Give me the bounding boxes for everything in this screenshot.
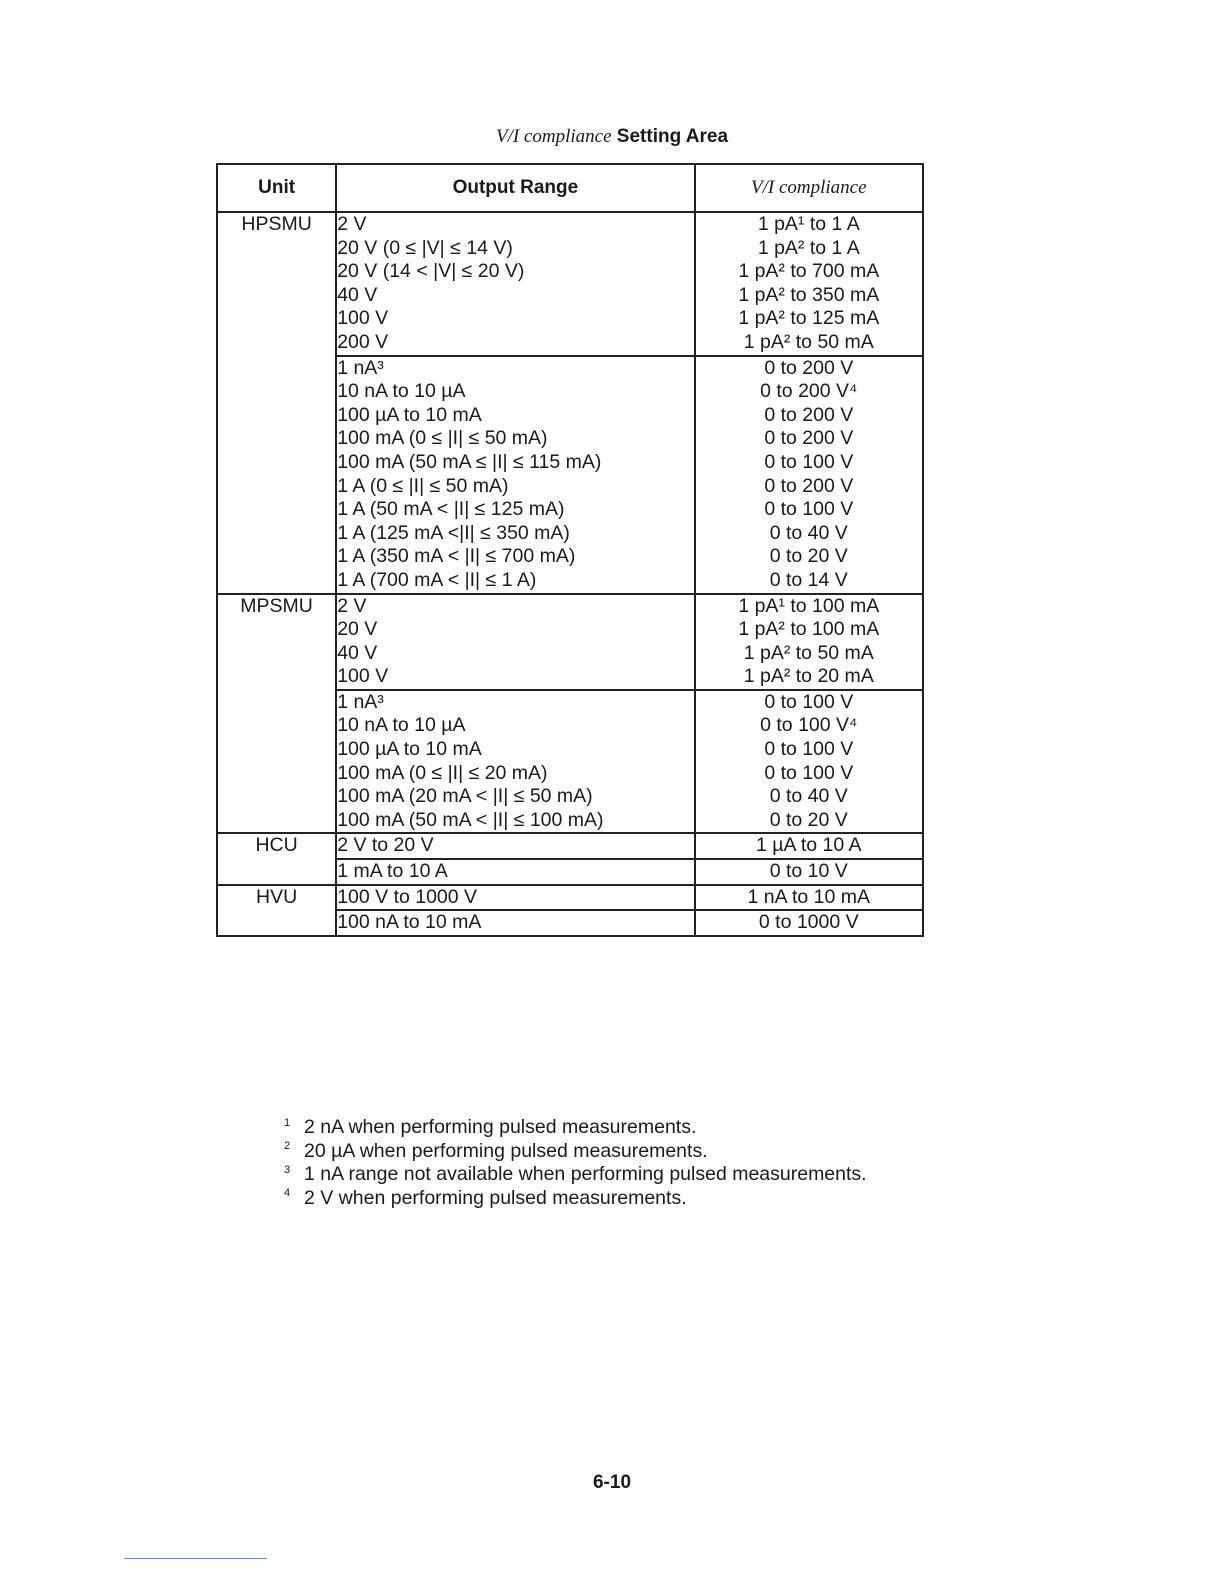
- range-cell: [336, 690, 694, 834]
- compliance-line: 1 pA² to 700 mA: [738, 260, 880, 283]
- output-range-line: 40 V: [337, 283, 378, 306]
- output-range-line: 100 V to 1000 V: [337, 885, 478, 908]
- compliance-cell: [695, 690, 923, 834]
- compliance-cell: [695, 910, 923, 936]
- compliance-line: 0 to 14 V: [769, 568, 848, 591]
- footnote-text: 2 V when performing pulsed measurements.: [304, 1186, 687, 1209]
- output-range-line: 1 A (125 mA <|I| ≤ 350 mA): [337, 521, 570, 544]
- compliance-table: [216, 163, 924, 937]
- output-range-line: 100 µA to 10 mA: [337, 403, 482, 426]
- header-compliance: V/I compliance: [695, 164, 923, 212]
- page-number: 6-10: [592, 1472, 632, 1493]
- output-range-line: 100 mA (20 mA < |I| ≤ 50 mA): [337, 785, 593, 808]
- compliance-line: 0 to 1000 V: [758, 911, 859, 934]
- output-range-line: 1 nA³: [337, 356, 384, 379]
- compliance-line: 1 pA² to 100 mA: [738, 618, 880, 641]
- compliance-line: 0 to 200 V: [764, 356, 854, 379]
- compliance-line: 0 to 100 V: [764, 738, 854, 761]
- compliance-line: 0 to 100 V: [764, 498, 854, 521]
- footnote: 2 20 µA when performing pulsed measurements.: [284, 1139, 708, 1162]
- footnote: 3 1 nA range not available when performing pulsed measurements.: [284, 1163, 867, 1186]
- output-range-line: 100 mA (50 mA ≤ |I| ≤ 115 mA): [337, 450, 602, 473]
- footnote: 1 2 nA when performing pulsed measurements.: [284, 1116, 697, 1138]
- output-range-line: 20 V (0 ≤ |V| ≤ 14 V): [337, 236, 513, 259]
- compliance-line: 0 to 40 V: [769, 521, 848, 544]
- compliance-cell: [695, 212, 923, 356]
- output-range-line: 200 V: [337, 330, 389, 353]
- range-cell: [336, 910, 694, 936]
- output-range-line: 1 A (700 mA < |I| ≤ 1 A): [337, 568, 537, 591]
- output-range-line: 2 V: [337, 213, 367, 235]
- unit-hvu: HVU: [217, 885, 336, 936]
- header-row: [217, 164, 923, 212]
- table-title-bold: Setting Area: [616, 126, 729, 147]
- output-range-line: 10 nA to 10 µA: [337, 714, 466, 737]
- unit-hcu: HCU: [217, 833, 336, 884]
- output-range-line: 1 A (350 mA < |I| ≤ 700 mA): [337, 545, 576, 568]
- output-range-line: 1 A (50 mA < |I| ≤ 125 mA): [337, 498, 565, 521]
- compliance-line: 1 pA² to 1 A: [757, 236, 860, 259]
- output-range-line: 100 nA to 10 mA: [337, 911, 482, 934]
- compliance-line: 0 to 200 V: [764, 427, 854, 450]
- compliance-line: 1 nA to 10 mA: [747, 885, 871, 908]
- header-output-range: Output Range: [336, 164, 694, 212]
- output-range-line: 10 nA to 10 µA: [337, 380, 466, 403]
- compliance-line: 0 to 200 V: [764, 474, 854, 497]
- range-cell: [336, 356, 694, 594]
- compliance-line: 1 pA² to 50 mA: [743, 641, 874, 664]
- range-cell: [336, 859, 694, 885]
- compliance-line: 0 to 200 V: [764, 403, 854, 426]
- compliance-cell: [695, 885, 923, 911]
- output-range-line: 100 V: [337, 307, 389, 330]
- table-row: [217, 885, 923, 911]
- compliance-line: 0 to 100 V: [764, 690, 854, 713]
- range-cell: [336, 885, 694, 911]
- footnote: 4 2 V when performing pulsed measurements.: [284, 1186, 687, 1209]
- table-row: [217, 212, 923, 356]
- compliance-cell: [695, 833, 923, 859]
- compliance-line: 1 µA to 10 A: [755, 834, 862, 857]
- output-range-line: 2 V to 20 V: [337, 834, 434, 857]
- header-unit: Unit: [217, 164, 336, 212]
- footnote-text: 20 µA when performing pulsed measurements.: [304, 1139, 708, 1162]
- range-cell: [336, 833, 694, 859]
- compliance-line: 1 pA² to 125 mA: [738, 307, 880, 330]
- output-range-line: 100 V: [337, 665, 389, 688]
- compliance-line: 0 to 20 V: [769, 545, 848, 568]
- footnote-text: 1 nA range not available when performing pulsed measurements.: [304, 1163, 867, 1186]
- footnote-text: 2 nA when performing pulsed measurements.: [304, 1116, 697, 1138]
- unit-hpsmu: HPSMU: [217, 212, 336, 594]
- compliance-line: 0 to 100 V: [764, 761, 854, 784]
- output-range-line: 20 V: [337, 618, 378, 641]
- compliance-line: 0 to 40 V: [769, 785, 848, 808]
- output-range-line: 20 V (14 < |V| ≤ 20 V): [337, 260, 525, 283]
- compliance-line: 1 pA² to 350 mA: [738, 283, 880, 306]
- scan-artifact-line: [124, 1558, 267, 1559]
- footnotes: [284, 1116, 867, 1210]
- range-cell: [336, 212, 694, 356]
- table-row: [217, 833, 923, 859]
- range-cell: [336, 594, 694, 690]
- compliance-line: 0 to 200 V⁴: [760, 380, 858, 403]
- compliance-line: 0 to 100 V⁴: [760, 714, 858, 737]
- output-range-line: 100 mA (0 ≤ |I| ≤ 50 mA): [337, 427, 548, 450]
- compliance-cell: [695, 859, 923, 885]
- compliance-line: 1 pA¹ to 1 A: [757, 213, 860, 235]
- compliance-line: 1 pA² to 50 mA: [743, 330, 874, 353]
- output-range-line: 100 µA to 10 mA: [337, 738, 482, 761]
- output-range-line: 100 mA (0 ≤ |I| ≤ 20 mA): [337, 761, 548, 784]
- output-range-line: 1 A (0 ≤ |I| ≤ 50 mA): [337, 474, 509, 497]
- unit-mpsmu: MPSMU: [217, 594, 336, 834]
- compliance-line: 0 to 10 V: [769, 860, 848, 883]
- compliance-line: 1 pA¹ to 100 mA: [738, 594, 880, 617]
- output-range-line: 1 nA³: [337, 690, 384, 713]
- table-title: [0, 126, 1224, 148]
- table-title-italic: V/I compliance: [495, 126, 612, 147]
- compliance-line: 1 pA² to 20 mA: [743, 665, 874, 688]
- output-range-line: 100 mA (50 mA < |I| ≤ 100 mA): [337, 808, 604, 831]
- compliance-line: 0 to 20 V: [769, 808, 848, 831]
- compliance-line: 0 to 100 V: [764, 450, 854, 473]
- compliance-cell: [695, 594, 923, 690]
- output-range-line: 1 mA to 10 A: [337, 860, 448, 883]
- output-range-line: 2 V: [337, 594, 367, 617]
- compliance-cell: [695, 356, 923, 594]
- table-row: [217, 594, 923, 690]
- output-range-line: 40 V: [337, 641, 378, 664]
